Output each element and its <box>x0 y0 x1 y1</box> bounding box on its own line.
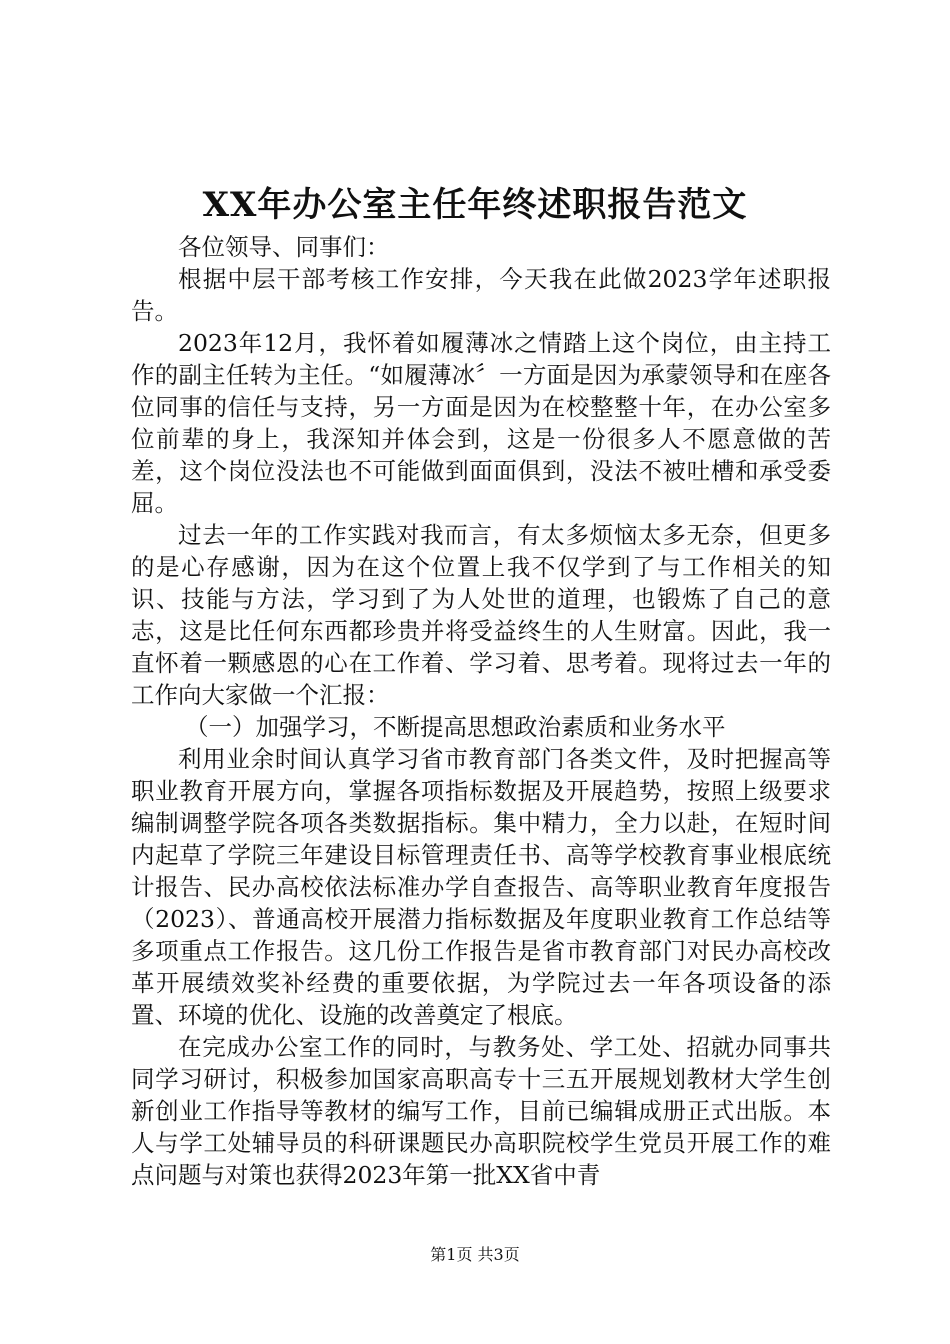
body-paragraph: 根据中层干部考核工作安排，今天我在此做2023学年述职报告。 <box>131 265 831 325</box>
document-title: XX年办公室主任年终述职报告范文 <box>202 185 748 225</box>
body-paragraph: 在完成办公室工作的同时，与教务处、学工处、招就办同事共同学习研讨，积极参加国家高职高专十三五开展规划教材大学生创新创业工作指导等教材的编写工作，目前已编辑成册正式出版。本人与学工处辅导员的科研课题民办高职院校学生党员开展工作的难点问题与对策也获得2023年第一批XX省中青 <box>131 1033 831 1189</box>
page-footer: 第1页 共3页 <box>430 1245 520 1264</box>
section-heading: （一）加强学习，不断提高思想政治素质和业务水平 <box>185 713 726 741</box>
document-body <box>131 231 831 1191</box>
body-paragraph: 2023年12月，我怀着如履薄冰之情踏上这个岗位，由主持工作的副主任转为主任。“如履薄冰〞一方面是因为承蒙领导和在座各位同事的信任与支持，另一方面是因为在校整整十年，在办公室多位前辈的身上，我深知并体会到，这是一份很多人不愿意做的苦差，这个岗位没法也不可能做到面面俱到，没法不被吐槽和承受委屈。 <box>131 329 831 517</box>
body-paragraph: 利用业余时间认真学习省市教育部门各类文件，及时把握高等职业教育开展方向，掌握各项指标数据及开展趋势，按照上级要求编制调整学院各项各类数据指标。集中精力，全力以赴，在短时间内起草了学院三年建设目标管理责任书、高等学校教育事业根底统计报告、民办高校依法标准办学自查报告、高等职业教育年度报告（2023）、普通高校开展潜力指标数据及年度职业教育工作总结等多项重点工作报告。这几份工作报告是省市教育部门对民办高校改革开展绩效奖补经费的重要依据，为学院过去一年各项设备的添置、环境的优化、设施的改善奠定了根底。 <box>131 745 831 1029</box>
salutation-paragraph: 各位领导、同事们： <box>178 233 390 261</box>
body-paragraph: 过去一年的工作实践对我而言，有太多烦恼太多无奈，但更多的是心存感谢，因为在这个位置上我不仅学到了与工作相关的知识、技能与方法，学习到了为人处世的道理，也锻炼了自己的意志，这是比任何东西都珍贵并将受益终生的人生财富。因此，我一直怀着一颗感恩的心在工作着、学习着、思考着。现将过去一年的工作向大家做一个汇报： <box>131 521 831 709</box>
